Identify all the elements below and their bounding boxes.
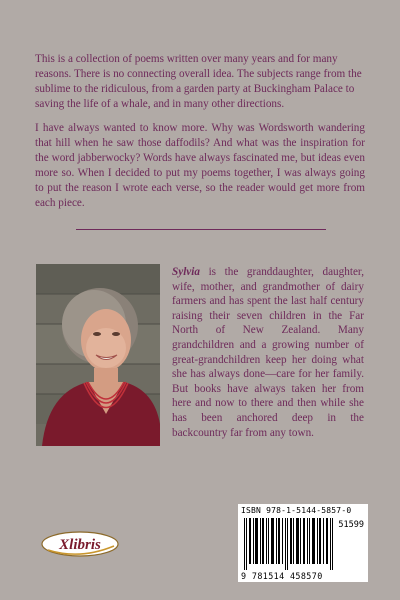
author-bio [172,265,364,440]
publisher-logo-text: Xlibris [59,537,101,553]
blurb-paragraph-1: This is a collection of poems written over many years and for many reasons. There is no connecting overall idea. The subjects range from the sublime to the ridiculous, from a garden party at Buckingham Palace to saving the life of a whale, and in many other directions. [35,53,362,110]
publisher-logo [40,530,120,558]
blurb-paragraph-2: I have always wanted to know more. Why was Wordsworth wandering that hill when he saw those daffodils? And what was the inspiration for the word jabberwocky? Words have always fascinated me, but ideas even more so. When I decided to put my poems together, I was always going to put the reason I wrote each verse, so the reader would get more from each piece. [35,122,365,209]
author-photo [36,264,160,446]
author-bio-text: is the granddaughter, daughter, wife, mother, and grandmother of dairy farmers and has spent the last half century raising their seven children in the Far North of New Zealand. Many grandchildren and a growing number of great-grandchildren keep her doing what she has always done—care for her family. But books have always taken her from here and now to there and then while she has been anchored deep in the backcountry far from any town. [172,266,364,439]
barcode-bars [242,518,337,570]
isbn-barcode [238,504,368,582]
isbn-label: ISBN 978-1-5144-5857-0 [241,506,352,515]
isbn-digits: 9 781514 458570 [241,571,323,581]
divider-rule [76,229,326,230]
price-code: 51599 [338,520,364,530]
author-name: Sylvia [172,266,200,278]
